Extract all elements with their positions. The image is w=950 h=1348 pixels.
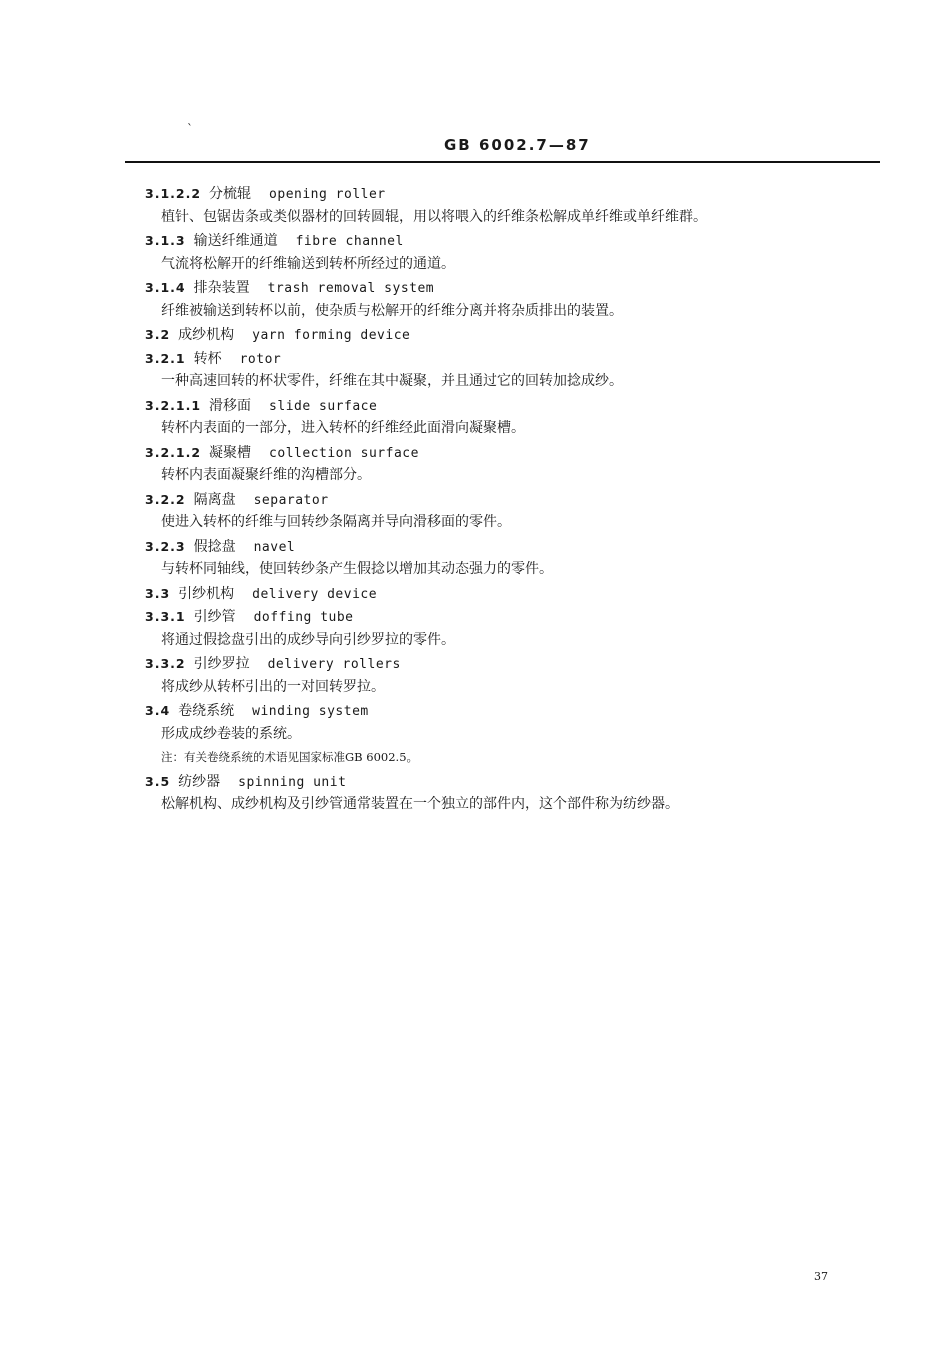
terms-list: [145, 182, 865, 817]
term-english: delivery device: [252, 586, 378, 602]
term-entry: [145, 394, 865, 418]
term-number: 3.3: [145, 585, 171, 601]
term-english: navel: [253, 539, 296, 555]
term-english: opening roller: [269, 187, 386, 202]
term-definition: 气流将松解开的纤维输送到转杯所经过的通道。: [161, 255, 455, 272]
term-entry: [145, 441, 865, 465]
term-definition: 使进入转杯的纤维与回转纱条隔离并导向滑移面的零件。: [161, 514, 511, 530]
term-entry: [145, 535, 865, 559]
term-chinese: 滑移面: [209, 397, 252, 414]
term-number: 3.2.1.2: [145, 444, 202, 460]
term-number: 3.2.1.1: [145, 397, 202, 413]
term-number: 3.2.2: [145, 491, 186, 507]
page-number: 37: [814, 1270, 828, 1283]
scan-mark: `: [187, 122, 193, 136]
term-chinese: 输送纤维通道: [193, 233, 278, 249]
term-number: 3.1.2.2: [145, 186, 202, 201]
term-entry: [145, 605, 865, 629]
term-english: winding system: [252, 704, 369, 719]
term-definition: 转杯内表面凝聚纤维的沟槽部分。: [161, 467, 371, 483]
term-english: yarn forming device: [252, 328, 411, 343]
term-english: rotor: [239, 351, 282, 367]
page-header-standard-code: GB 6002.7—87: [444, 136, 591, 154]
term-chinese: 转杯: [193, 350, 222, 367]
term-english: slide surface: [269, 398, 378, 414]
term-definition: 纤维被输送到转杯以前，使杂质与松解开的纤维分离并将杂质排出的装置。: [161, 302, 623, 319]
term-chinese: 排杂装置: [193, 280, 250, 296]
term-definition: 与转杯同轴线，使回转纱条产生假捻以增加其动态强力的零件。: [161, 561, 553, 577]
term-number: 3.5: [145, 773, 171, 789]
term-entry: [145, 488, 865, 512]
term-note: 注：有关卷绕系统的术语见国家标准GB 6002.5。: [161, 750, 419, 764]
term-number: 3.2.1: [145, 350, 186, 366]
term-chinese: 假捻盘: [193, 538, 236, 555]
term-entry: [145, 652, 865, 676]
term-chinese: 引纱罗拉: [193, 656, 250, 672]
header-rule: [125, 161, 880, 163]
term-chinese: 引纱机构: [178, 585, 235, 602]
term-chinese: 隔离盘: [193, 491, 236, 508]
term-english: doffing tube: [253, 610, 354, 625]
term-english: collection surface: [269, 445, 419, 461]
term-chinese: 分梳辊: [209, 186, 252, 202]
term-entry: [145, 323, 865, 347]
term-definition: 将通过假捻盘引出的成纱导向引纱罗拉的零件。: [161, 631, 455, 648]
term-entry: [145, 770, 865, 794]
term-number: 3.3.1: [145, 609, 186, 624]
term-definition: 形成成纱卷装的系统。: [161, 725, 301, 742]
term-english: spinning unit: [238, 774, 347, 790]
term-number: 3.3.2: [145, 656, 186, 671]
term-chinese: 成纱机构: [178, 327, 235, 343]
term-chinese: 纺纱器: [178, 773, 221, 790]
term-number: 3.1.4: [145, 280, 186, 295]
term-number: 3.2: [145, 327, 171, 342]
term-chinese: 卷绕系统: [178, 703, 235, 719]
term-entry: [145, 347, 865, 371]
term-chinese: 凝聚槽: [209, 444, 252, 461]
term-entry: [145, 582, 865, 606]
term-chinese: 引纱管: [193, 609, 236, 625]
term-english: separator: [253, 492, 329, 508]
term-number: 3.1.3: [145, 233, 186, 248]
term-number: 3.4: [145, 703, 171, 718]
term-definition: 转杯内表面的一部分，进入转杯的纤维经此面滑向凝聚槽。: [161, 420, 525, 436]
term-entry: [145, 182, 865, 206]
term-number: 3.2.3: [145, 538, 186, 554]
term-entry: [145, 229, 865, 253]
term-definition: 植针、包锯齿条或类似器材的回转圆辊，用以将喂入的纤维条松解成单纤维或单纤维群。: [161, 208, 707, 225]
term-definition: 将成纱从转杯引出的一对回转罗拉。: [161, 678, 385, 695]
term-english: trash removal system: [267, 281, 435, 296]
term-english: fibre channel: [295, 234, 404, 249]
term-definition: 一种高速回转的杯状零件，纤维在其中凝聚，并且通过它的回转加捻成纱。: [161, 373, 623, 389]
term-english: delivery rollers: [267, 657, 401, 672]
term-entry: [145, 699, 865, 723]
term-entry: [145, 276, 865, 300]
term-definition: 松解机构、成纱机构及引纱管通常装置在一个独立的部件内，这个部件称为纺纱器。: [161, 796, 679, 812]
